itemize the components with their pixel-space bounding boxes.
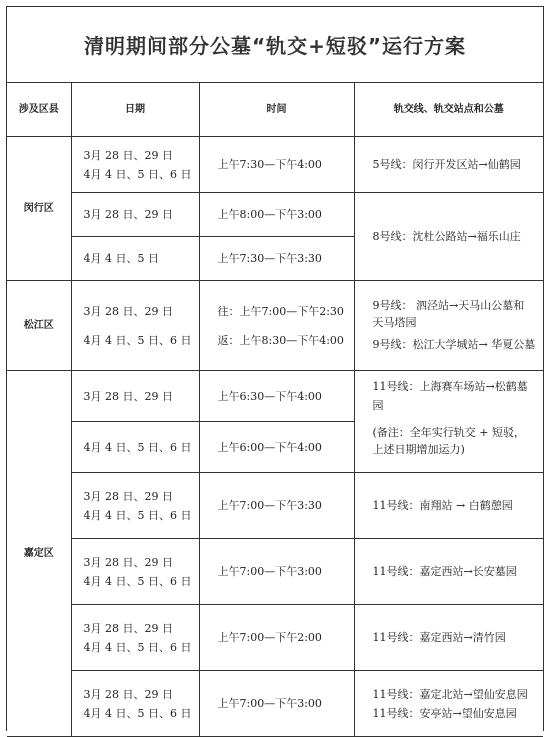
table-row: [7, 371, 543, 422]
schedule-sheet: [6, 6, 544, 731]
table-row: [7, 539, 543, 605]
time-line: 往：上午7:00—下午2:30: [217, 304, 344, 318]
date-cell: [71, 473, 199, 539]
time-cell: 上午6:30—下午4:00: [199, 371, 354, 422]
table-row: [7, 605, 543, 671]
date-line: 4月 4 日、5 日、6 日: [83, 508, 192, 522]
date-line: 3月 28 日、29 日: [83, 304, 173, 318]
date-line: 4月 4 日、5 日、6 日: [83, 706, 192, 720]
date-line: 4月 4 日、5 日、6 日: [83, 333, 192, 347]
table-row: [7, 671, 543, 737]
date-cell: [71, 605, 199, 671]
date-line: 4月 4 日、5 日、6 日: [83, 574, 192, 588]
time-cell: 上午8:00—下午3:00: [199, 193, 354, 237]
route-note: (备注：全年实行轨交 + 短驳，上述日期增加运力): [372, 425, 526, 456]
route-cell: 11号线：嘉定西站→长安墓园: [354, 539, 543, 605]
date-line: 3月 28 日、29 日: [83, 555, 173, 569]
time-cell: 上午7:30—下午3:30: [199, 237, 354, 281]
table-row: [7, 193, 543, 237]
title-row: [7, 7, 543, 83]
district-jiading: 嘉定区: [7, 371, 71, 737]
date-line: 3月 28 日、29 日: [83, 687, 173, 701]
date-cell: [71, 539, 199, 605]
time-cell: [199, 281, 354, 371]
date-cell: 4月 4 日、5 日、6 日: [71, 422, 199, 473]
date-cell: [71, 137, 199, 193]
date-line: 3月 28 日、29 日: [83, 148, 173, 162]
date-line: 3月 28 日、29 日: [83, 489, 173, 503]
table-row: [7, 137, 543, 193]
route-note-cell: [354, 422, 543, 473]
time-line: 返：上午8:30—下午4:00: [217, 333, 344, 347]
header-date: 日期: [71, 83, 199, 137]
page-title: 清明期间部分公墓“轨交+短驳”运行方案: [83, 34, 467, 58]
schedule-table: [7, 82, 543, 737]
date-line: 3月 28 日、29 日: [83, 621, 173, 635]
date-cell: 3月 28 日、29 日: [71, 371, 199, 422]
time-cell: 上午7:00—下午2:00: [199, 605, 354, 671]
time-cell: 上午7:00—下午3:30: [199, 473, 354, 539]
route-line: 11号线：嘉定北站→望仙安息园: [372, 687, 528, 701]
district-songjiang: 松江区: [7, 281, 71, 371]
route-cell: 11号线：南翔站 → 白鹤憩园: [354, 473, 543, 539]
route-line: 9号线：松江大学城站→ 华夏公墓: [372, 338, 536, 351]
table-row: [7, 473, 543, 539]
table-row: [7, 281, 543, 371]
route-cell: [354, 281, 543, 371]
district-minhang: 闵行区: [7, 137, 71, 281]
date-cell: [71, 671, 199, 737]
route-cell: [354, 671, 543, 737]
time-cell: 上午6:00—下午4:00: [199, 422, 354, 473]
header-time: 时间: [199, 83, 354, 137]
date-cell: 4月 4 日、5 日: [71, 237, 199, 281]
header-row: [7, 83, 543, 137]
table-row: [7, 422, 543, 473]
date-line: 4月 4 日、5 日、6 日: [83, 640, 192, 654]
date-line: 4月 4 日、5 日、6 日: [83, 167, 192, 181]
route-cell: 11号线：上海赛车场站→松鹤墓园: [354, 371, 543, 422]
header-route: 轨交线、轨交站点和公墓: [354, 83, 543, 137]
route-cell: 5号线：闵行开发区站→仙鹤园: [354, 137, 543, 193]
route-cell: 8号线：沈杜公路站→福乐山庄: [354, 193, 543, 281]
time-cell: 上午7:00—下午3:00: [199, 671, 354, 737]
time-cell: 上午7:00—下午3:00: [199, 539, 354, 605]
route-line: 11号线：安亭站→望仙安息园: [372, 706, 517, 720]
date-cell: [71, 281, 199, 371]
date-cell: 3月 28 日、29 日: [71, 193, 199, 237]
route-cell: 11号线：嘉定西站→清竹园: [354, 605, 543, 671]
header-district: 涉及区县: [7, 83, 71, 137]
route-line: 9号线： 泗泾站→天马山公墓和天马塔园: [372, 299, 525, 329]
time-cell: 上午7:30—下午4:00: [199, 137, 354, 193]
